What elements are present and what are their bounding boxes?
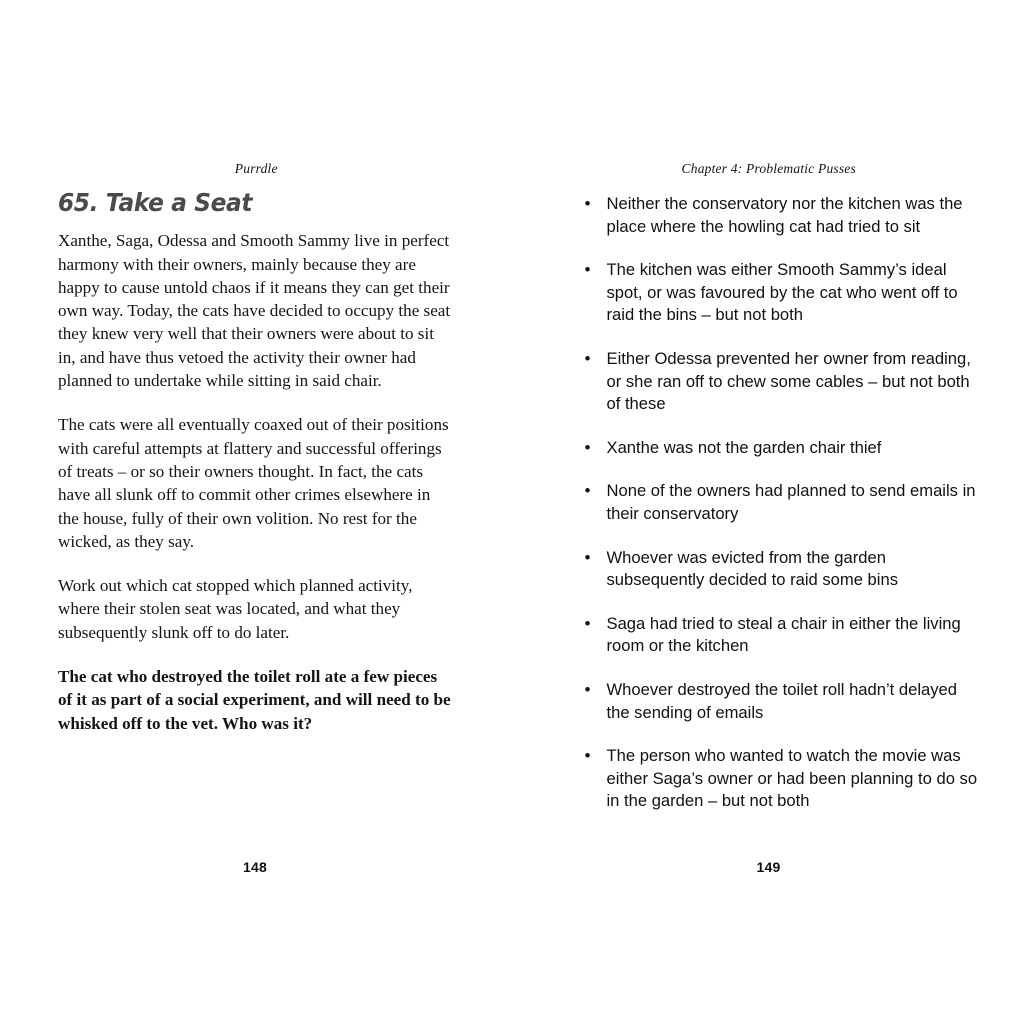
clue-text: Either Odessa prevented her owner from reading, or she ran off to chew some cables – but not both of these xyxy=(606,348,971,414)
bullet-icon: • xyxy=(584,260,591,280)
bullet-icon: • xyxy=(584,679,591,699)
right-page-number: 149 xyxy=(756,859,781,875)
bullet-icon: • xyxy=(584,437,591,457)
clue-item xyxy=(572,480,984,525)
clue-text: Saga had tried to steal a chair in either the living room or the kitchen xyxy=(606,613,961,656)
intro-paragraph-1: Xanthe, Saga, Odessa and Smooth Sammy live in perfect harmony with their owners, mainly because they are happy to cause untold chaos if it means they can get their own way. Today, the cats have decided to occupy the seat they knew very well that their owners were about to sit in, and have thus vetoed the activity their owner had planned to undertake while sitting in said chair. xyxy=(58,231,451,391)
clue-text: Xanthe was not the garden chair thief xyxy=(606,437,882,457)
clue-list xyxy=(572,193,984,813)
clue-item xyxy=(572,679,984,724)
bullet-icon: • xyxy=(584,613,591,633)
puzzle-question: The cat who destroyed the toilet roll ate a few pieces of it as part of a social experiment, and will need to be whisked off to the vet. Who was it? xyxy=(58,667,451,733)
clue-text: Whoever was evicted from the garden subsequently decided to raid some bins xyxy=(606,547,898,590)
right-page xyxy=(513,0,1025,1025)
bullet-icon: • xyxy=(584,481,591,501)
clue-item xyxy=(572,348,984,416)
clue-text: The person who wanted to watch the movie was either Saga’s owner or had been planning to do so in the garden – but not both xyxy=(606,746,978,811)
instructions-paragraph: Work out which cat stopped which planned activity, where their stolen seat was located, and what they subsequently slunk off to do later. xyxy=(58,576,413,642)
clue-item xyxy=(572,437,984,460)
clue-text: Whoever destroyed the toilet roll hadn’t delayed the sending of emails xyxy=(606,679,958,722)
clue-item xyxy=(572,193,984,238)
clue-item xyxy=(572,745,984,813)
bullet-icon: • xyxy=(584,194,591,213)
clue-text: None of the owners had planned to send emails in their conservatory xyxy=(606,481,976,523)
left-page-number: 148 xyxy=(243,859,267,875)
bullet-icon: • xyxy=(584,348,591,368)
clue-item xyxy=(572,259,984,327)
clue-item xyxy=(572,547,984,592)
clue-text: The kitchen was either Smooth Sammy’s ideal spot, or was favoured by the cat who went off to raid the bins – but not both xyxy=(606,260,958,325)
puzzle-title: 65. Take a Seat xyxy=(58,188,253,217)
clue-text: Neither the conservatory nor the kitchen was the place where the howling cat had tried to sit xyxy=(606,194,963,236)
bullet-icon: • xyxy=(584,746,591,766)
clue-item xyxy=(572,613,984,658)
right-page-running-head: Chapter 4: Problematic Pusses xyxy=(681,161,856,176)
bullet-icon: • xyxy=(584,547,591,567)
left-page-body xyxy=(58,190,454,756)
intro-paragraph-2: The cats were all eventually coaxed out of their positions with careful attempts at flattery and successful offerings of treats – or so their owners thought. In fact, the cats have all slunk off to commit other crimes elsewhere in the house, fully of their own volition. No rest for the wicked, as they say. xyxy=(58,415,449,551)
left-page-running-head: Purrdle xyxy=(234,161,278,176)
